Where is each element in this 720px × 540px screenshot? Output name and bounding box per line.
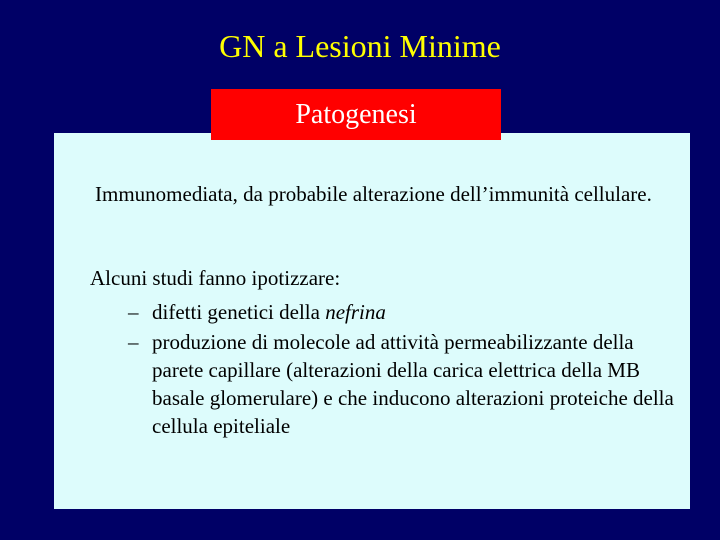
- slide-title: GN a Lesioni Minime: [219, 28, 501, 64]
- bullet-text: difetti genetici della: [152, 300, 326, 324]
- bullet-emphasis: nefrina: [325, 300, 386, 324]
- bullet-text: produzione di molecole ad attività permeabilizzante della parete capillare (alterazioni della carica elettrica della MB basale glomerulare) e che inducono alterazioni proteiche della cellula epiteliale: [152, 330, 674, 438]
- dash-bullet: –: [128, 330, 139, 354]
- dash-bullet: –: [128, 300, 139, 324]
- section-badge: Patogenesi: [211, 89, 501, 140]
- list-item: [128, 328, 688, 440]
- bullet-list: [128, 298, 688, 442]
- list-lead-text: Alcuni studi fanno ipotizzare:: [90, 266, 341, 290]
- list-item: [128, 298, 688, 326]
- intro-paragraph: Immunomediata, da probabile alterazione dell’immunità cellulare.: [95, 182, 652, 206]
